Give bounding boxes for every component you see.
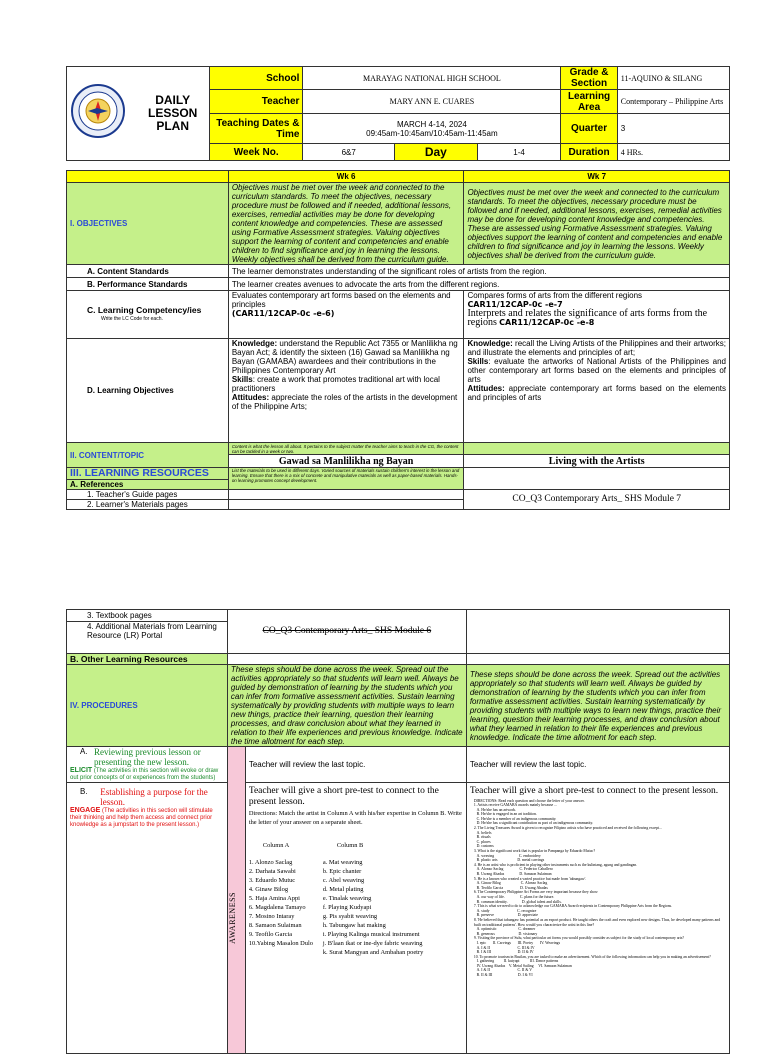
learning-objectives-label: D. Learning Objectives <box>67 339 229 443</box>
procedures-note-wk7: These steps should be done across the week. Spread out the activities appropriately so that students will learn well. Always be guided by demonstration of learning by the students which you can infer from formative assessment activities. Sustain learning systematically by providing students with multiple ways to learn new things, practice their learning, question their learning processes, and draw conclusion about what they learned in relation to their life experiences and previous knowledge. Indicate the time allotment for each step. <box>466 665 729 747</box>
quiz-line: A. optimistic C. dreamer <box>473 927 536 932</box>
quiz-line: C. places <box>473 839 491 844</box>
header-table <box>66 66 730 161</box>
matching-columns <box>249 841 463 957</box>
quiz-line: B. He/she is engaged in an art tradition. <box>473 812 537 817</box>
wk6-tg <box>228 490 464 500</box>
resources-note: List the materials to be used in different days. Varied sources of materials sustain children's interest in the lesson and learning. Ensure that there is a mix of concrete and manipulative materials as well as paper-based materials. Hands-on learning promotes concept development. <box>228 468 464 490</box>
performance-standards-text: The learner creates avenues to advocate the arts from the different regions. <box>228 278 729 291</box>
step-b-title: Establishing a purpose for the lesson. <box>100 787 208 807</box>
content-note: Content is what the lesson all about. It pertains to the subject matter the teacher aims to teach in the CG, the content can be tackled in a week or two. <box>228 443 464 455</box>
quiz-line: 4. He is an artist who is proficient in playing other instruments such as the kulintang, agung and gandingan. <box>473 862 638 867</box>
quiz-line: 2. The Living Treasures Award is given to recognize Filipino artists who have practiced and received the following except... <box>473 826 662 831</box>
performance-standards-label: B. Performance Standards <box>67 278 229 291</box>
quiz-line: A. weaving C. embroidery <box>473 853 541 858</box>
quiz-line: A. He/she has an artwork. <box>473 807 517 812</box>
teacher-value: MARY ANN E. CUARES <box>303 90 561 114</box>
wk6-other <box>227 654 466 665</box>
content-standards-label: A. Content Standards <box>67 265 229 278</box>
textbook-label: 3. Textbook pages <box>67 610 228 622</box>
quiz-line: I. epic II. Carvings III. Poetry IV. Weavings <box>473 940 561 945</box>
quiz-line: 10. To promote tourism in Basilan, you are tasked to make an advertisement. Which of the following information can help you in making an advertisement? <box>473 954 711 959</box>
procedures-note-wk6: These steps should be done across the week. Spread out the activities appropriately so that students will learn well. Always be guided by demonstration of learning by the students which you can infer from formative assessment activities. Sustain learning systematically by providing students with multiple ways to learn new things, practice their learning, question their learning processes, and draw conclusion about what they learned in relation to their life experiences and previous knowledge. Indicate the time allotment for each step. <box>227 665 466 747</box>
learning-area-value: Contemporary – Philippine Arts <box>617 90 729 114</box>
teacher-label: Teacher <box>209 90 302 114</box>
competencies-label-cell <box>67 291 229 339</box>
wk7-quiz <box>470 799 726 978</box>
quiz-line: B. I & III D. II & IV <box>473 950 534 955</box>
quiz-line: A. our way of life. C. plans for the future. <box>473 894 555 899</box>
column-b: Column B a. Mat weaving b. Epic chanter c. Abel weaving d. Metal plating e. Tinalak weaving f. Playing Kudyapi g. Pis syabit weaving h. Tabungaw hat making i. Playing Kalinga musical instrument j. B'laan ikat or ine-dye fabric weaving k. Surat Mangyan and Ambahan poetry <box>322 842 424 956</box>
quiz-line: D. He/she has a significant contribution as part of an indigenous community. <box>473 821 594 826</box>
objectives-table <box>66 170 730 510</box>
wk6-review: Teacher will review the last topic. <box>245 747 466 783</box>
quiz-line: 3. What is the significant work that is popular in Pampanga by Eduardo Mutuc? <box>473 849 596 854</box>
duration-label: Duration <box>561 144 617 161</box>
wk7-competency: Compares forms of arts from the different regions CAR11/12CAP-0c -e-7 Interprets and relates the significance of arts forms from the regions CAR11/12CAP-0c -e-8 <box>464 291 730 339</box>
quiz-line: B. preserve D. appreciate <box>473 913 538 918</box>
wk6-additional: CO_Q3 Contemporary Arts_ SHS Module 6 <box>227 610 466 654</box>
grade-value: 11-AQUINO & SILANG <box>617 67 729 90</box>
day-value: 1-4 <box>477 144 561 161</box>
resources-blank-wk7 <box>464 468 730 490</box>
week7-header: Wk 7 <box>464 171 730 183</box>
week-value: 6&7 <box>303 144 395 161</box>
wk6-competency: Evaluates contemporary art forms based on the elements and principles (CAR11/12CAP-0c -e-6) <box>228 291 464 339</box>
awareness-bar <box>227 783 245 1054</box>
quiz-line: D. customs <box>473 844 494 849</box>
content-title: II. CONTENT/TOPIC <box>67 443 229 468</box>
quiz-line: 1. Artists receive GAMABA awards mainly because ... <box>473 803 558 808</box>
quiz-line: 9. Visiting the province of Sulu, what particular art forms you would possibly consider as subject for the study of local contemporary arts? <box>473 936 684 941</box>
quiz-line: A. study C. recognize <box>473 908 537 913</box>
objectives-note-wk6: Objectives must be met over the week and connected to the curriculum standards. To meet the objectives, necessary procedure must be followed and if needed, additional lessons, exercises, remedial activities may be done for developing content knowledge and competencies. These are assessed using Formative Assessment strategies. Valuing objectives support the learning of content and competencies and enable children to find significance and joy in learning the lessons. Weekly objectives shall be derived from the curriculum guide. <box>228 183 464 265</box>
quarter-value: 3 <box>617 114 729 144</box>
corner-cell <box>67 171 229 183</box>
objectives-note-wk7: Objectives must be met over the week and connected to the curriculum standards. To meet the objectives, necessary procedure must be followed and if needed, additional lessons, exercises, remedial activities may be done for developing content knowledge and competencies. These are assessed using Formative Assessment strategies. Valuing objectives support the learning of content and competencies and enable children to find significance and joy in learning the lessons. Weekly objectives shall be derived from the curriculum guide. <box>464 183 730 265</box>
school-value: MARAYAG NATIONAL HIGH SCHOOL <box>303 67 561 90</box>
quiz-line: B. Teofilo Garcia D. Uwang Ahadas <box>473 885 548 890</box>
step-b-cell: B. Establishing a purpose for the lesson. ENGAGE (The activities in this section will stimulate their thinking and help them access and connect prior knowledge as a jumpstart to the present lesson.) <box>67 783 228 1054</box>
quarter-label: Quarter <box>561 114 617 144</box>
grade-label: Grade & Section <box>561 67 617 90</box>
quiz-line: A. I & II C. II & V <box>473 968 532 973</box>
week-label: Week No. <box>209 144 302 161</box>
school-label: School <box>209 67 302 90</box>
content-note-wk7 <box>464 443 730 455</box>
quiz-line: B. Uwang Ahadas D. Samaon Sulaiman <box>473 872 552 876</box>
wk6-lm <box>228 500 464 510</box>
wk7-learning-objectives: Knowledge: recall the Living Artists of the Philippines and their artworks; and illustrate the elements and principles of art; Skills: evaluate the artworks of National Artists of the Philippines and other contemporary art forms based on the elements and principles of arts Attitudes: appreciate contemporary art forms based on the elements and principles of arts <box>464 339 730 443</box>
dates-value: MARCH 4-14, 2024 09:45am-10:45am/10:45am-11:45am <box>303 114 561 144</box>
objectives-title: I. OBJECTIVES <box>67 183 229 265</box>
quiz-line: 5. He is a known who created a varied practice but made from 'tabungaw'. <box>473 876 587 881</box>
logo-cell <box>67 67 137 161</box>
quiz-line: A. beliefs <box>473 830 492 835</box>
tg-label: 1. Teacher's Guide pages <box>67 490 229 500</box>
deped-seal-icon <box>70 83 126 139</box>
quiz-line: B. plastic arts D. metal carvings <box>473 858 545 863</box>
day-label: Day <box>394 144 477 161</box>
other-resources-label: B. Other Learning Resources <box>67 654 228 665</box>
step-a-cell: A. Reviewing previous lesson or presenting the new lesson. ELICIT (The activities in this section will evoke or draw out prior concepts of or experiences from the students) <box>67 747 228 783</box>
wk6-learning-objectives: Knowledge: understand the Republic Act 7355 or Manlilikha ng Bayan Act; & identify the sixteen (16) Gawad sa Manlilikha ng Bayan (GAMABA) awardees and their contributions in the Philippines Contemporary Art Skills: create a work that promotes traditional art with local practitioners Attitudes: appreciate the roles of the artists in the development of the Philippine Arts; <box>228 339 464 443</box>
quiz-line: 6. The Contemporary Philippine Art Forms are very important because they show <box>473 890 598 895</box>
week6-header: Wk 6 <box>228 171 464 183</box>
column-a: Column A 1. Alonzo Saclag 2. Darhata Sawabi 3. Eduardo Mutuc 4. Ginaw Bilog 5. Haja Amina Appi 6. Magdalena Tamayo 7. Mosino Intaray 8. Samaon Sulaiman 9. Teofilo Garcia 10.Yabing Masalon Dulo <box>248 842 313 947</box>
quiz-line: DIRECTIONS: Read each question and choose the letter of your answer. <box>473 798 585 803</box>
wk6-topic: Gawad sa Manlilikha ng Bayan <box>228 455 464 468</box>
additional-label: 4. Additional Materials from Learning Resource (LR) Portal <box>67 622 228 654</box>
quiz-line: A. Alonzo Saclag C. Federico Caballero <box>473 867 553 872</box>
wk7-other <box>466 654 729 665</box>
procedures-title: IV. PROCEDURES <box>67 665 228 747</box>
awareness-bar-top <box>227 747 245 783</box>
quiz-line: 8. 'He believed that tabungaw has potential as an export product. He taught others the craft and even explored new designs. Thus, he developed many patterns and built on traditional patterns'. How would you characterize the artist in this line? <box>473 917 722 927</box>
awareness-label: AWARENESS <box>227 891 237 944</box>
quiz-line: B. II & III D. I & VI <box>473 973 533 978</box>
quiz-line: C. He/she is a member of an indigenous community. <box>473 816 557 821</box>
quiz-line: B. generous D. visionary <box>473 931 538 936</box>
lesson-plan-title: DAILY LESSON PLAN <box>136 67 209 161</box>
quiz-line: A. Ginaw Bilog C. Alonzo Saclag <box>473 881 548 886</box>
quiz-line: I. gathering II. kutyapi III. Dance patterns <box>473 959 559 964</box>
duration-value: 4 HRs. <box>617 144 729 161</box>
content-standards-text: The learner demonstrates understanding of the significant roles of artists from the region. <box>228 265 729 278</box>
wk7-additional <box>466 610 729 654</box>
wk7-lm: CO_Q3 Contemporary Arts_ SHS Module 7 <box>464 490 730 510</box>
resources-title: III. LEARNING RESOURCES <box>67 468 229 480</box>
learning-area-label: Learning Area <box>561 90 617 114</box>
competencies-label: C. Learning Competency/ies <box>87 304 202 315</box>
quiz-line: B. rituals <box>473 835 491 840</box>
competencies-sub: Write the LC Code for each. <box>101 315 163 322</box>
quiz-line: 7. This is what we need to do to acknowledge our GAMABA Award recipients in Contemporary Philippine Arts from the Regions. <box>473 904 673 909</box>
step-a-title: Reviewing previous lesson or presenting the new lesson. <box>94 747 201 767</box>
lm-label: 2. Learner's Materials pages <box>67 500 229 510</box>
wk7-pretest-cell: Teacher will give a short pre-test to connect to the present lesson. DIRECTIONS: Read each question and choose the letter of your answer. 1. Artists receive GAMABA awards mainly because ... A. He/she has an artwork. B. He/she is engaged in an art tradition. C. He/she is a member of an indigenous community. D. He/she has a significant contribution as part of an indigenous community. 2. The Living Treasures Award is given to recognize Filipino artists who have practiced and received the following except... A. beliefs B. rituals C. places D. customs 3. What is the significant work that is popular in Pampanga by Eduardo Mutuc? A. weaving C. embroidery B. plastic arts D. metal carvings 4. He is an artist who is proficient in playing other instruments such as the kulintang, agung and gandingan. A. Alonzo Saclag C. Federico Caballero B. Uwang Ahadas D. Samaon Sulaiman 5. He is a known who created a varied practice but made from 'tabungaw'. A. Ginaw Bilog C. Alonzo Saclag B. Teofilo Garcia D. Uwang Ahadas 6. The Contemporary Philippine Art Forms are very important because they show A. our way of life. C. plans for the future. B. common identity. D. global talent and skills. 7. This is what we need to do to acknowledge our GAMABA Award recipients in Contemporary Philippine Arts from the Regions. A. study C. recognize B. preserve D. appreciate 8. 'He believed that tabungaw has potential as an export product. He taught others the craft and even explored new designs. Thus, he developed many patterns and built on traditional patterns'. How would you characterize the artist in this line? A. optimistic C. dreamer B. generous D. visionary 9. Visiting the province of Sulu, what particular art forms you would possibly consider as subject for the study of local contemporary arts? I. epic II. Carvings III. Poetry IV. Weavings A. I & II C. III & IV B. I & III D. II & IV 10. To promote tourism in Basilan, you are tasked to make an advertisement. Which of the following information can help you in making an advertisement? I. gathering II. kutyapi III. Dance patterns IV. Uwang Ahadas V. Metal Sailing VI. Samaon Sulaiman A. I & II C. II & V B. II & III D. I & VI <box>466 783 729 1054</box>
wk7-review: Teacher will review the last topic. <box>466 747 729 783</box>
quiz-line: B. common identity. D. global talent and skills. <box>473 899 562 904</box>
wk7-topic: Living with the Artists <box>464 455 730 468</box>
wk6-pretest-cell: Teacher will give a short pre-test to connect to the present lesson. Directions: Match the artist in Column A with his/her expertise in Column B. Write the letter of your answer on a separate sheet. Column A 1. Alonzo Saclag 2. Darhata Sawabi 3. Eduardo Mutuc 4. Ginaw Bilog 5. Haja Amina Appi 6. Magdalena Tamayo 7. Mosino Intaray 8. Samaon Sulaiman 9. Teofilo Garcia 10.Yabing Masalon Dulo Column B a. Mat weaving b. Epic chanter c. Abel weaving d. Metal plating e. Tinalak weaving f. Playing Kudyapi g. Pis syabit weaving h. Tabungaw hat making i. Playing Kalinga musical instrument j. B'laan ikat or ine-dye fabric weaving k. Surat Mangyan and Ambahan poetry <box>245 783 466 1054</box>
references-label: A. References <box>67 480 229 490</box>
quiz-line: A. I & II C. III & IV <box>473 945 535 950</box>
dates-label: Teaching Dates & Time <box>209 114 302 144</box>
quiz-line: IV. Uwang Ahadas V. Metal Sailing VI. Samaon Sulaiman <box>473 963 572 968</box>
procedures-table <box>66 609 730 1054</box>
